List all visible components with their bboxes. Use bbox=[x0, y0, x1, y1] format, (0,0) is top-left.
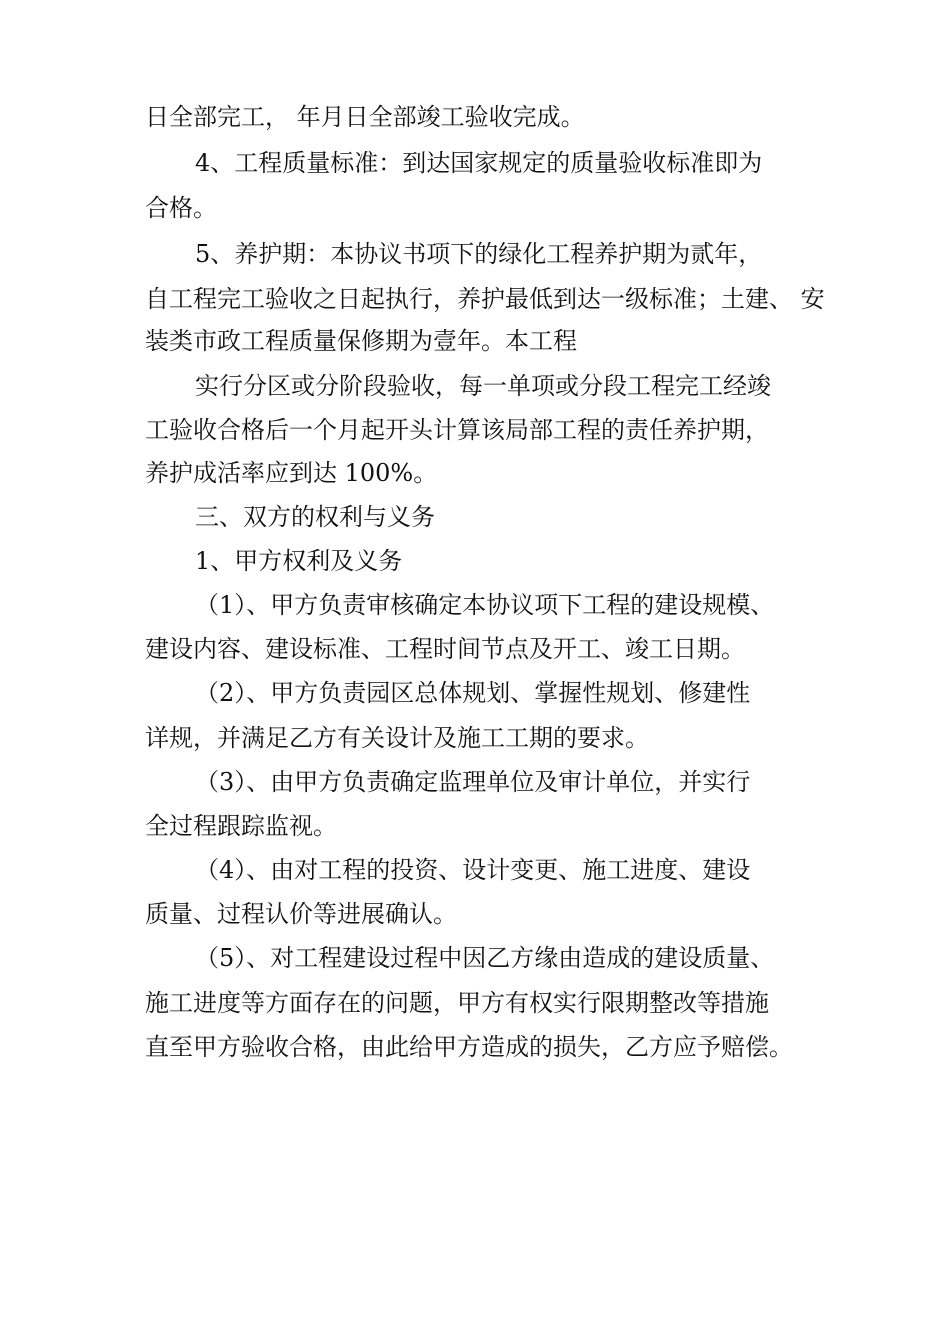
text-line: （5）、对工程建设过程中因乙方缘由造成的建设质量、 bbox=[195, 944, 775, 972]
text-line: 全过程跟踪监视。 bbox=[145, 812, 337, 840]
text-line: 施工进度等方面存在的问题，甲方有权实行限期整改等措施 bbox=[145, 989, 769, 1017]
text-line: （1）、甲方负责审核确定本协议项下工程的建设规模、 bbox=[195, 591, 775, 619]
text-line: 实行分区或分阶段验收，每一单项或分段工程完工经竣 bbox=[195, 372, 771, 400]
text-line: 5、养护期：本协议书项下的绿化工程养护期为贰年， bbox=[195, 240, 763, 268]
text-line: （4）、由对工程的投资、设计变更、施工进度、建设 bbox=[195, 856, 751, 884]
text-line: （3）、由甲方负责确定监理单位及审计单位，并实行 bbox=[195, 768, 751, 796]
text-line: 工验收合格后一个月起开头计算该局部工程的责任养护期， bbox=[145, 416, 769, 444]
text-line: 4、工程质量标准：到达国家规定的质量验收标准即为 bbox=[195, 149, 763, 177]
text-line: 日全部完工， 年月日全部竣工验收完成。 bbox=[145, 103, 585, 131]
text-line: 合格。 bbox=[145, 194, 217, 222]
text-line: 直至甲方验收合格，由此给甲方造成的损失，乙方应予赔偿。 bbox=[145, 1033, 793, 1061]
text-line: 质量、过程认价等进展确认。 bbox=[145, 900, 457, 928]
text-line: 详规，并满足乙方有关设计及施工工期的要求。 bbox=[145, 724, 649, 752]
text-line: 养护成活率应到达 100%。 bbox=[145, 459, 438, 487]
text-line: 1、甲方权利及义务 bbox=[195, 547, 403, 575]
text-line: 建设内容、建设标准、工程时间节点及开工、竣工日期。 bbox=[145, 635, 745, 663]
text-line: （2）、甲方负责园区总体规划、掌握性规划、修建性 bbox=[195, 679, 751, 707]
text-line: 自工程完工验收之日起执行，养护最低到达一级标准；土建、 安 bbox=[145, 285, 825, 313]
text-line: 三、双方的权利与义务 bbox=[195, 503, 435, 531]
text-line: 装类市政工程质量保修期为壹年。本工程 bbox=[145, 327, 577, 355]
